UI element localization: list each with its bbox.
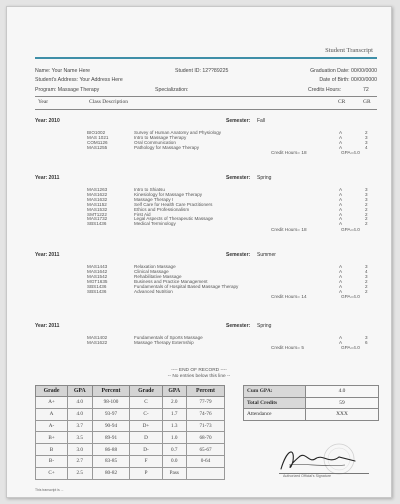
course-code: MAS1632 xyxy=(87,196,108,202)
course-grade: A xyxy=(339,139,343,145)
course-row xyxy=(7,340,392,345)
course-credits: 4 xyxy=(365,144,368,150)
grade-table-cell: 80-82 xyxy=(92,467,130,479)
grade-table-cell: C+ xyxy=(36,467,68,479)
column-gr: GR xyxy=(363,99,371,105)
header-rule-bottom xyxy=(35,109,377,110)
course-code: SBS1436 xyxy=(87,283,107,289)
course-code: MAS1402 xyxy=(87,335,108,340)
program: Program: Massage Therapy xyxy=(35,87,100,93)
course-code: MAS 1021 xyxy=(87,134,109,140)
course-code: SBS1436 xyxy=(87,221,107,227)
course-name: Fundamentals of Sports Massage xyxy=(134,335,203,340)
grade-table-cell: D xyxy=(130,432,162,444)
semester-year: Year: 2011 xyxy=(35,252,60,258)
course-name: Oral Communication xyxy=(134,139,176,145)
course-grade: A xyxy=(339,187,343,192)
course-code: MAS1532 xyxy=(87,206,108,212)
grade-table-cell: B xyxy=(36,444,68,456)
grade-table-cell: 65-67 xyxy=(186,444,224,456)
grade-table-cell: 0-64 xyxy=(186,455,224,467)
semester-name: Spring xyxy=(257,323,272,329)
total-credits-label: Total Credits xyxy=(244,397,306,409)
course-credits: 3 xyxy=(365,273,368,279)
course-code: COM1126 xyxy=(87,139,108,145)
grade-table-cell: 1.3 xyxy=(162,420,186,432)
course-name: Massage Therapy I xyxy=(134,196,174,202)
grade-table-cell: 0.7 xyxy=(162,444,186,456)
grade-table-cell: 3.7 xyxy=(68,420,92,432)
course-credits: 2 xyxy=(365,221,368,227)
course-code: MAS1732 xyxy=(87,216,108,222)
semester-label: Semester: xyxy=(226,118,251,124)
course-credits: 2 xyxy=(365,211,368,217)
transcript-page xyxy=(6,6,392,498)
course-code: SBS1436 xyxy=(87,288,107,294)
semester-name: Fall xyxy=(257,118,266,124)
signature-image xyxy=(243,443,379,475)
course-name: Massage Therapy Externship xyxy=(134,339,194,345)
grade-table-cell xyxy=(186,467,224,479)
grade-table-cell: 1.7 xyxy=(162,408,186,420)
grade-table-row xyxy=(36,467,225,479)
grade-table-cell: 2.0 xyxy=(162,397,186,409)
course-credits: 3 xyxy=(365,264,368,269)
course-code: MGT1635 xyxy=(87,278,108,284)
course-grade: A xyxy=(339,335,343,340)
course-grade: A xyxy=(339,273,343,279)
course-name: Self Care for Health Care Practitioners xyxy=(134,201,213,207)
course-credits: 4 xyxy=(365,268,368,274)
grade-table-cell: 86-88 xyxy=(92,444,130,456)
course-grade: A xyxy=(339,134,343,140)
grade-table-cell: 2.5 xyxy=(68,467,92,479)
course-grade: A xyxy=(339,288,343,294)
course-credits: 2 xyxy=(365,288,368,294)
end-of-record: ---- END OF RECORD ---- xyxy=(171,368,227,373)
course-credits: 3 xyxy=(365,187,368,192)
course-code: MAS1542 xyxy=(87,273,108,279)
course-grade: A xyxy=(339,221,343,227)
semester-year: Year: 2010 xyxy=(35,118,60,124)
grade-table-row xyxy=(36,420,225,432)
course-grade: A xyxy=(339,268,343,274)
course-row xyxy=(7,145,392,150)
summary-table xyxy=(243,385,379,421)
course-credits: 3 xyxy=(365,139,368,145)
summary-row-gpa xyxy=(244,386,379,398)
grade-table-cell: 93-97 xyxy=(92,408,130,420)
column-cr: CR xyxy=(338,99,346,105)
grade-table-header: GPA xyxy=(68,386,92,397)
footnote: This transcript is ... xyxy=(35,488,64,492)
course-grade: A xyxy=(339,206,343,212)
course-credits: 2 xyxy=(365,130,368,135)
course-credits: 2 xyxy=(365,278,368,284)
grade-table-cell: 1.0 xyxy=(162,432,186,444)
grade-table-row xyxy=(36,444,225,456)
course-name: Kinesiology for Massage Therapy xyxy=(134,191,203,197)
grade-table-cell: 83-85 xyxy=(92,455,130,467)
grade-table-cell: B- xyxy=(36,455,68,467)
course-name: Pathology for Massage Therapy xyxy=(134,144,200,150)
course-grade: A xyxy=(339,196,343,202)
grade-table-cell: A- xyxy=(36,420,68,432)
course-name: Rehabilitative Massage xyxy=(134,273,182,279)
semester-label: Semester: xyxy=(226,252,251,258)
grade-table-cell: 89-91 xyxy=(92,432,130,444)
grade-table-cell: 90-94 xyxy=(92,420,130,432)
course-credits: 3 xyxy=(365,134,368,140)
attendance-label: Attendance xyxy=(244,409,306,421)
grade-table-cell: C- xyxy=(130,408,162,420)
grade-table-cell: A+ xyxy=(36,397,68,409)
semester-gpa: GPA=4.0 xyxy=(341,226,360,232)
course-name: Survey of Human Anatomy and Physiology xyxy=(134,130,222,135)
semester-credit-hours: Credit Hours= 14 xyxy=(271,293,307,299)
grade-table-cell: 98-100 xyxy=(92,397,130,409)
grade-table-cell: 3.5 xyxy=(68,432,92,444)
grade-table-cell: D- xyxy=(130,444,162,456)
student-address: Student's Address: Your Address Here xyxy=(35,77,123,83)
date-of-birth: Date of Birth: 00/00/0000 xyxy=(319,77,377,83)
semester-year: Year: 2011 xyxy=(35,175,60,181)
grade-table-cell: 3.0 xyxy=(68,444,92,456)
course-code: SMT1222 xyxy=(87,211,107,217)
grade-table-header: Percent xyxy=(186,386,224,397)
semester-credit-hours: Credit Hours= 18 xyxy=(271,226,307,232)
grade-scale-table xyxy=(35,385,225,480)
summary-row-credits xyxy=(244,397,379,409)
credits-hours-value: 72 xyxy=(363,87,369,93)
grade-table-row xyxy=(36,455,225,467)
course-credits: 2 xyxy=(365,216,368,222)
grade-table-cell: 74-76 xyxy=(186,408,224,420)
grade-table-cell: A xyxy=(36,408,68,420)
semester-name: Summer xyxy=(257,252,276,258)
semester-label: Semester: xyxy=(226,175,251,181)
course-grade: A xyxy=(339,283,343,289)
course-grade: A xyxy=(339,201,343,207)
semester-credit-hours: Credit Hours= 18 xyxy=(271,150,307,156)
signature-caption: Authorized Official's Signature xyxy=(283,474,331,478)
course-grade: A xyxy=(339,130,343,135)
course-code: BIO1002 xyxy=(87,130,106,135)
course-grade: A xyxy=(339,264,343,269)
grade-table-row xyxy=(36,408,225,420)
semester-gpa: GPA=4.0 xyxy=(341,150,360,156)
grade-table-cell: 0.0 xyxy=(162,455,186,467)
grade-table-cell: P xyxy=(130,467,162,479)
column-year: Year xyxy=(38,99,49,105)
cum-gpa-value: 4.0 xyxy=(306,386,379,398)
grade-table-row xyxy=(36,397,225,409)
signature-area xyxy=(243,443,379,483)
course-row xyxy=(7,289,392,294)
grade-table-header: Grade xyxy=(36,386,68,397)
summary-row-attendance xyxy=(244,409,379,421)
attendance-value: XXX xyxy=(306,409,379,421)
semester-year: Year: 2011 xyxy=(35,323,60,329)
course-name: Advanced Nutrition xyxy=(134,288,173,294)
column-class-description: Class Description xyxy=(89,99,128,105)
course-credits: 6 xyxy=(365,339,368,345)
course-code: MAS1622 xyxy=(87,191,108,197)
grade-table-cell: C xyxy=(130,397,162,409)
grade-table-cell: 4.0 xyxy=(68,397,92,409)
grade-table-header: Percent xyxy=(92,386,130,397)
course-grade: A xyxy=(339,339,343,345)
course-name: Fundamentals of Hospital Based Massage Therapy xyxy=(134,283,239,289)
course-name: Legal Aspects of Therapeutic Massage xyxy=(134,216,214,222)
course-row xyxy=(7,221,392,226)
no-entries-note: -- No entries below this line -- xyxy=(167,374,231,379)
header-rule-top xyxy=(35,96,377,97)
course-credits: 2 xyxy=(365,283,368,289)
grade-table-cell: F xyxy=(130,455,162,467)
course-name: Intro to Shiatsu xyxy=(134,187,165,192)
course-code: MAS1263 xyxy=(87,187,108,192)
grade-table-cell: 4.0 xyxy=(68,408,92,420)
course-grade: A xyxy=(339,144,343,150)
semester-gpa: GPA=4.0 xyxy=(341,345,360,351)
semester-credit-hours: Credit Hours= 5 xyxy=(271,345,304,351)
grade-table-cell: Pass xyxy=(162,467,186,479)
grade-table-header: Grade xyxy=(130,386,162,397)
course-credits: 3 xyxy=(365,196,368,202)
semester-name: Spring xyxy=(257,175,272,181)
course-name: Medical Terminology xyxy=(134,221,176,227)
course-name: First Aid xyxy=(134,211,151,217)
grade-table-cell: 77-79 xyxy=(186,397,224,409)
course-name: Clinical Massage xyxy=(134,268,169,274)
course-credits: 2 xyxy=(365,201,368,207)
course-credits: 3 xyxy=(365,335,368,340)
grade-table-cell: B+ xyxy=(36,432,68,444)
course-grade: A xyxy=(339,216,343,222)
semester-label: Semester: xyxy=(226,323,251,329)
course-code: MAS1622 xyxy=(87,339,108,345)
student-id: Student ID: 12??89225 xyxy=(175,68,229,74)
semester-gpa: GPA=4.0 xyxy=(341,293,360,299)
course-name: Intro to Massage Therapy xyxy=(134,134,187,140)
course-code: MAS1255 xyxy=(87,144,108,150)
course-code: MAS1642 xyxy=(87,268,108,274)
credits-hours-label: Credits Hours: xyxy=(308,87,342,93)
graduation-date: Graduation Date: 00/00/0000 xyxy=(310,68,377,74)
grade-table-cell: D+ xyxy=(130,420,162,432)
course-name: Business and Practice Management xyxy=(134,278,208,284)
document-title: Student Transcript xyxy=(325,47,373,54)
grade-table-cell: 68-70 xyxy=(186,432,224,444)
course-grade: A xyxy=(339,278,343,284)
student-name: Name: Your Name Here xyxy=(35,68,91,74)
title-rule xyxy=(35,57,377,59)
specialization: Specialization: xyxy=(155,87,189,93)
course-name: Relaxation Massage xyxy=(134,264,176,269)
course-name: Ethics and Professionalism xyxy=(134,206,190,212)
course-code: MAS1443 xyxy=(87,264,108,269)
grade-table-header: GPA xyxy=(162,386,186,397)
course-credits: 3 xyxy=(365,191,368,197)
course-code: MAS1152 xyxy=(87,201,107,207)
grade-table-cell: 2.7 xyxy=(68,455,92,467)
cum-gpa-label: Cum GPA: xyxy=(244,386,306,398)
total-credits-value: 59 xyxy=(306,397,379,409)
course-credits: 2 xyxy=(365,206,368,212)
grade-table-row xyxy=(36,432,225,444)
grade-table-cell: 71-73 xyxy=(186,420,224,432)
course-grade: A xyxy=(339,191,343,197)
course-grade: A xyxy=(339,211,343,217)
